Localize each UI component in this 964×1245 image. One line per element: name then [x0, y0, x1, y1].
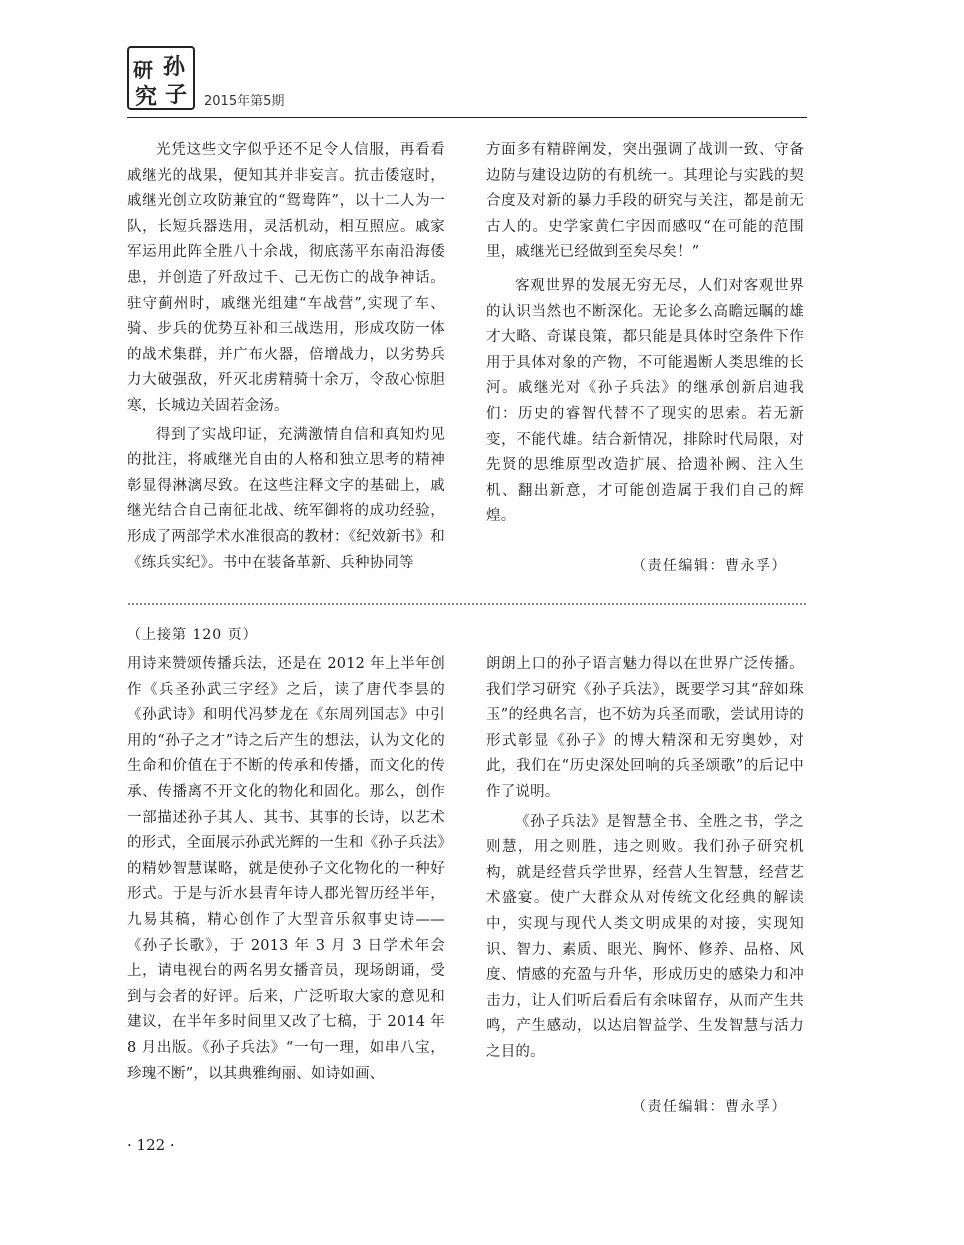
editor-credit: （责任编辑：曹永孚） [632, 558, 787, 574]
paragraph: 得到了实战印证，充满激情自信和真知灼见的批注，将戚继光自由的人格和独立思考的精神彰显得淋漓尽致。在这些注释文字的基础上，戚继光结合自己南征北战、统军御将的成功经验，形成了两部学术水准很高的教材：《纪效新书》和《练兵实纪》。书中在装备革新、兵种协同等 [127, 426, 445, 571]
paragraph: 客观世界的发展无穷无尽，人们对客观世界的认识当然也不断深化。无论多么高瞻远瞩的雄才大略、奇谋良策，都只能是具体时空条件下作用于具体对象的产物，不可能遏断人类思维的长河。戚继光对《孙子兵法》的继承创新启迪我们：历史的睿智代替不了现实的思索。若无新变，不能代雄。结合新情况，排除时代局限，对先贤的思维原型改造扩展、拾遗补阙、注入生机、翻出新意，才可能创造属于我们自己的辉煌。 [486, 277, 804, 525]
paragraph: 方面多有精辟阐发，突出强调了战训一致、守备边防与建设边防的有机统一。其理论与实践的契合度及对新的暴力手段的研究与关注，都是前无古人的。史学家黄仁宇因而感叹“在可能的范围里，戚继光已经做到至矣尽矣！” [486, 142, 804, 261]
article2-right-column [486, 652, 804, 1066]
article1-right-column [486, 138, 804, 530]
section-divider [127, 601, 807, 607]
paragraph: 《孙子兵法》是智慧全书、全胜之书，学之则慧，用之则胜，违之则败。我们孙子研究机构，就是经营兵学世界，经营人生智慧，经营艺术盛宴。使广大群众从对传统文化经典的解读中，实现与现代人类文明成果的对接，实现知识、智力、素质、眼光、胸怀、修养、品格、风度、情感的充盈与升华，形成历史的感染力和冲击力，让人们听后看后有余味留存，从而产生共鸣，产生感动，以达启智益学、生发智慧与活力之目的。 [486, 813, 804, 1060]
article1-left-column [127, 138, 445, 576]
page-number: · 122 · [127, 1136, 175, 1154]
logo-char: 孙 [163, 54, 186, 80]
article2-left-column [127, 652, 445, 1087]
logo-char: 究 [135, 84, 158, 110]
logo-char: 子 [165, 82, 188, 108]
editor-credit: （责任编辑：曹永孚） [632, 1099, 787, 1115]
issue-label: 2015年第5期 [204, 94, 285, 109]
paragraph: 用诗来赞颂传播兵法，还是在 2012 年上半年创作《兵圣孙武三字经》之后，读了唐代李昙的《孙武诗》和明代冯梦龙在《东周列国志》中引用的“孙子之才”诗之后产生的想法，认为文化的生命和价值在于不断的传承和传播，而文化的传承、传播离不开文化的物化和固化。那么，创作一部描述孙子其人、其书、其事的长诗，以艺术的形式，全面展示孙武光辉的一生和《孙子兵法》的精妙智慧谋略，就是使孙子文化物化的一种好形式。于是与沂水县青年诗人郡光智历经半年，九易其稿，精心创作了大型音乐叙事史诗——《孙子长歌》，于 2013 年 3 月 3 日学术年会上，请电视台的两名男女播音员，现场朗诵，受到与会者的好评。后来，广泛听取大家的意见和建议，在半年多时间里又改了七稿，于 2014 年 8 月出版。《孙子兵法》“一句一理，如串八宝，珍瑰不断”，以其典雅绚丽、如诗如画、 [127, 656, 445, 1082]
paragraph: 朗朗上口的孙子语言魅力得以在世界广泛传播。我们学习研究《孙子兵法》，既要学习其“辞如珠玉”的经典名言，也不妨为兵圣而歌，尝试用诗的形式彰显《孙子》的博大精深和无穷奥妙，对此，我们在“历史深处回响的兵圣颂歌”的后记中作了说明。 [486, 656, 804, 800]
continued-from-label: （上接第 120 页） [127, 627, 258, 643]
logo-char: 研 [133, 58, 153, 82]
paragraph: 光凭这些文字似乎还不足令人信服，再看看戚继光的战果，便知其并非妄言。抗击倭寇时，戚继光创立攻防兼宜的“鸳鸯阵”，以十二人为一队，长短兵器迭用，灵活机动，相互照应。戚家军运用此阵全胜八十余战，彻底荡平东南沿海倭患，并创造了歼敌过千、己无伤亡的战争神话。驻守蓟州时，戚继光组建“车战营”,实现了车、骑、步兵的优势互补和三战迭用，形成攻防一体的战术集群，并广布火器，倍增战力，以劣势兵力大破强敌，歼灭北虏精骑十余万，令敌心惊胆寒，长城边关固若金汤。 [127, 142, 445, 414]
header-rule [127, 117, 807, 118]
journal-logo [127, 46, 195, 110]
